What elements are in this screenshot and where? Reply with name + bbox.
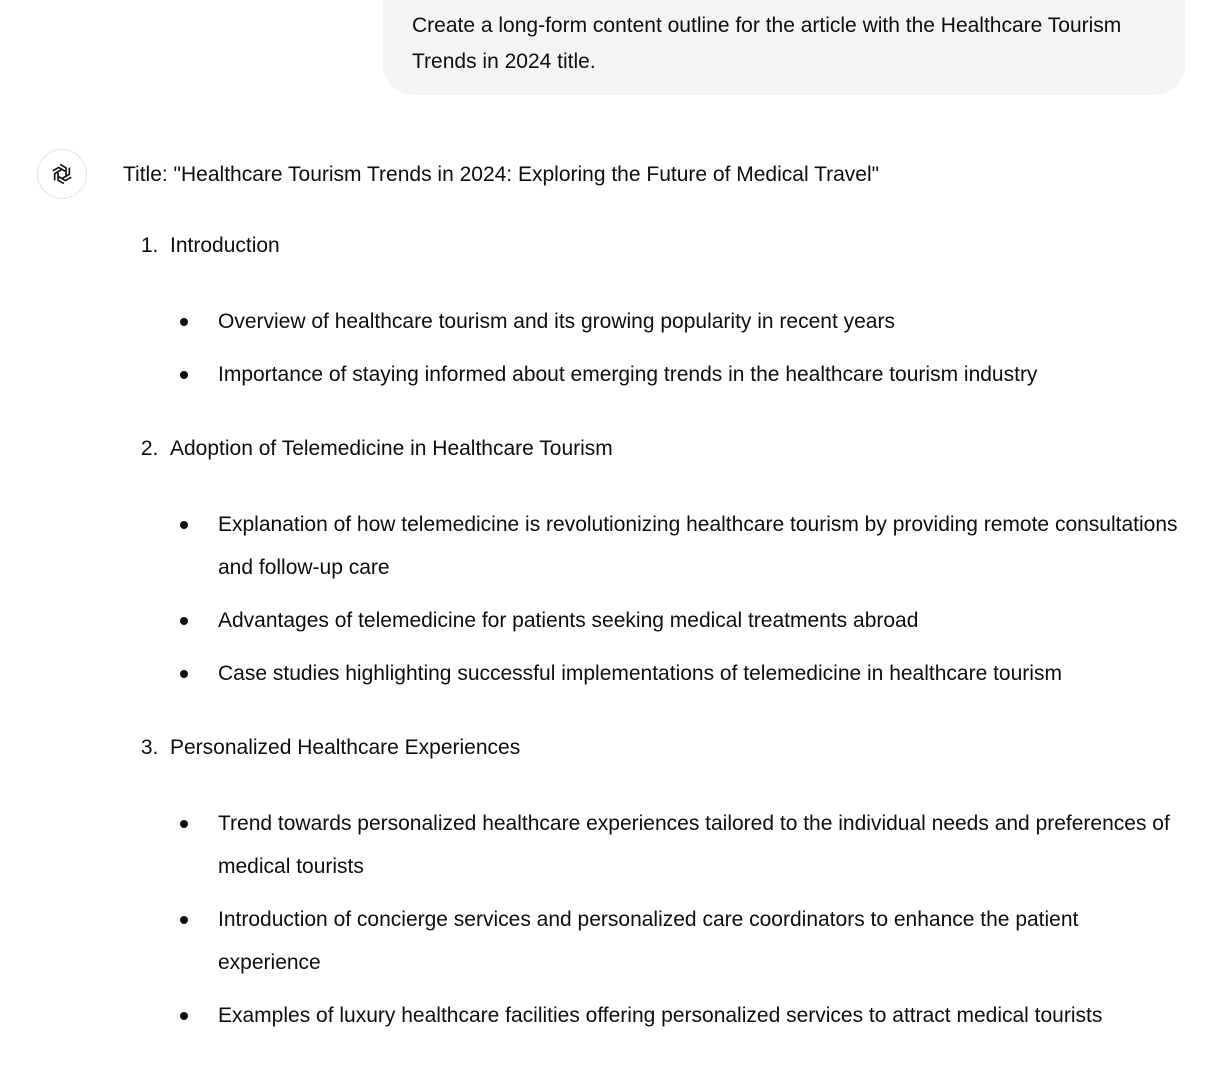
bullet-dot-icon [180,617,188,625]
bullet-dot-icon [180,318,188,326]
section-heading [123,228,1203,264]
section-heading-text: Introduction [170,234,280,257]
bullet-dot-icon [180,670,188,678]
list-item: Explanation of how telemedicine is revolutionizing healthcare tourism by providing remote consultations and follow-up care [123,503,1183,589]
list-item: Importance of staying informed about emerging trends in the healthcare tourism industry [123,353,1183,396]
section-heading [123,431,1203,467]
section-number: 3. [140,736,159,759]
response-title: Title: "Healthcare Tourism Trends in 2024: Exploring the Future of Medical Travel" [123,163,880,186]
assistant-response [123,157,1203,1037]
list-item: Trend towards personalized healthcare experiences tailored to the individual needs and preferences of medical tourists [123,802,1183,888]
outline-section [123,228,1203,396]
section-heading-text: Adoption of Telemedicine in Healthcare Tourism [170,437,613,460]
list-item: Examples of luxury healthcare facilities offering personalized services to attract medical tourists [123,994,1183,1037]
openai-logo-icon [48,160,76,188]
section-heading-text: Personalized Healthcare Experiences [170,736,521,759]
user-message-bubble [383,0,1185,95]
bullet-list [123,300,1203,396]
list-item: Overview of healthcare tourism and its growing popularity in recent years [123,300,1183,343]
bullet-dot-icon [180,916,188,924]
outline-section [123,431,1203,695]
bullet-dot-icon [180,820,188,828]
section-heading [123,730,1203,766]
assistant-avatar [37,149,87,199]
bullet-dot-icon [180,521,188,529]
user-message-text: Create a long-form content outline for the article with the Healthcare Tourism Trends in 2024 title. [412,14,1122,73]
bullet-list [123,802,1203,1037]
list-item: Advantages of telemedicine for patients seeking medical treatments abroad [123,599,1183,642]
list-item: Introduction of concierge services and personalized care coordinators to enhance the patient experience [123,898,1183,984]
bullet-dot-icon [180,371,188,379]
outline-section [123,730,1203,1037]
bullet-dot-icon [180,1012,188,1020]
bullet-list [123,503,1203,695]
section-number: 1. [140,234,159,257]
list-item: Case studies highlighting successful implementations of telemedicine in healthcare tourism [123,652,1183,695]
section-number: 2. [140,437,159,460]
